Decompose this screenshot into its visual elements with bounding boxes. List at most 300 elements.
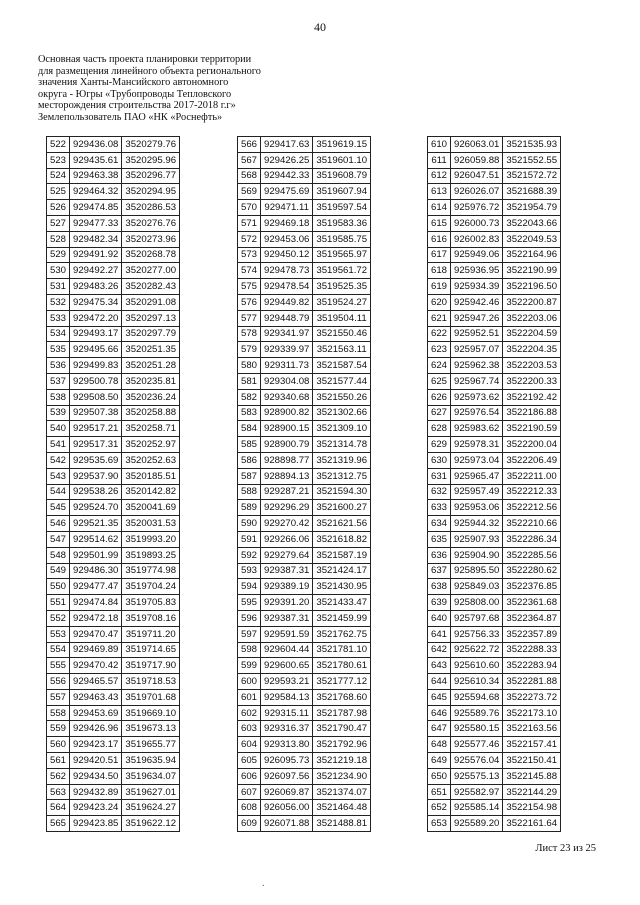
y-coordinate-cell: 3522203.53 <box>503 358 561 374</box>
table-row <box>47 468 180 484</box>
point-number-cell: 574 <box>238 263 261 279</box>
table-row <box>47 405 180 421</box>
y-coordinate-cell: 3519705.83 <box>122 595 180 611</box>
x-coordinate-cell: 928894.13 <box>261 468 313 484</box>
point-number-cell: 611 <box>428 152 451 168</box>
table-row <box>238 358 371 374</box>
y-coordinate-cell: 3521563.11 <box>313 342 371 358</box>
point-number-cell: 552 <box>47 610 70 626</box>
point-number-cell: 560 <box>47 737 70 753</box>
point-number-cell: 605 <box>238 753 261 769</box>
table-row <box>47 563 180 579</box>
x-coordinate-cell: 925934.39 <box>451 279 503 295</box>
point-number-cell: 591 <box>238 531 261 547</box>
point-number-cell: 603 <box>238 721 261 737</box>
table-row <box>47 247 180 263</box>
table-row <box>238 279 371 295</box>
y-coordinate-cell: 3522196.50 <box>503 279 561 295</box>
table-row <box>238 294 371 310</box>
table-row <box>238 674 371 690</box>
y-coordinate-cell: 3520268.78 <box>122 247 180 263</box>
table-row <box>47 674 180 690</box>
x-coordinate-cell: 929436.08 <box>70 137 122 153</box>
x-coordinate-cell: 929279.64 <box>261 547 313 563</box>
y-coordinate-cell: 3522186.88 <box>503 405 561 421</box>
x-coordinate-cell: 929471.11 <box>261 200 313 216</box>
point-number-cell: 619 <box>428 279 451 295</box>
point-number-cell: 554 <box>47 642 70 658</box>
y-coordinate-cell: 3521550.26 <box>313 389 371 405</box>
y-coordinate-cell: 3519717.90 <box>122 658 180 674</box>
point-number-cell: 587 <box>238 468 261 484</box>
point-number-cell: 608 <box>238 800 261 816</box>
point-number-cell: 542 <box>47 452 70 468</box>
point-number-cell: 553 <box>47 626 70 642</box>
point-number-cell: 609 <box>238 816 261 832</box>
y-coordinate-cell: 3520142.82 <box>122 484 180 500</box>
table-row <box>428 405 561 421</box>
y-coordinate-cell: 3522273.72 <box>503 689 561 705</box>
x-coordinate-cell: 929477.33 <box>70 215 122 231</box>
point-number-cell: 629 <box>428 437 451 453</box>
table-row <box>238 563 371 579</box>
y-coordinate-cell: 3520251.28 <box>122 358 180 374</box>
x-coordinate-cell: 925957.07 <box>451 342 503 358</box>
table-row <box>238 184 371 200</box>
x-coordinate-cell: 929417.63 <box>261 137 313 153</box>
table-row <box>47 500 180 516</box>
x-coordinate-cell: 925978.31 <box>451 437 503 453</box>
y-coordinate-cell: 3521488.81 <box>313 816 371 832</box>
x-coordinate-cell: 929463.38 <box>70 168 122 184</box>
x-coordinate-cell: 925967.74 <box>451 373 503 389</box>
point-number-cell: 534 <box>47 326 70 342</box>
point-number-cell: 612 <box>428 168 451 184</box>
x-coordinate-cell: 925952.51 <box>451 326 503 342</box>
y-coordinate-cell: 3522204.35 <box>503 342 561 358</box>
y-coordinate-cell: 3519504.11 <box>313 310 371 326</box>
point-number-cell: 643 <box>428 658 451 674</box>
x-coordinate-cell: 929464.32 <box>70 184 122 200</box>
y-coordinate-cell: 3519624.27 <box>122 800 180 816</box>
y-coordinate-cell: 3520273.96 <box>122 231 180 247</box>
point-number-cell: 625 <box>428 373 451 389</box>
y-coordinate-cell: 3519669.10 <box>122 705 180 721</box>
y-coordinate-cell: 3522357.89 <box>503 626 561 642</box>
point-number-cell: 538 <box>47 389 70 405</box>
point-number-cell: 544 <box>47 484 70 500</box>
table-row <box>238 595 371 611</box>
x-coordinate-cell: 929266.06 <box>261 531 313 547</box>
x-coordinate-cell: 929478.73 <box>261 263 313 279</box>
y-coordinate-cell: 3522210.66 <box>503 516 561 532</box>
header-line: для размещения линейного объекта регионального <box>38 65 261 77</box>
x-coordinate-cell: 925965.47 <box>451 468 503 484</box>
point-number-cell: 596 <box>238 610 261 626</box>
point-number-cell: 604 <box>238 737 261 753</box>
table-row <box>238 484 371 500</box>
y-coordinate-cell: 3522283.94 <box>503 658 561 674</box>
y-coordinate-cell: 3522206.49 <box>503 452 561 468</box>
table-row <box>238 816 371 832</box>
x-coordinate-cell: 929442.33 <box>261 168 313 184</box>
x-coordinate-cell: 929521.35 <box>70 516 122 532</box>
point-number-cell: 593 <box>238 563 261 579</box>
point-number-cell: 575 <box>238 279 261 295</box>
x-coordinate-cell: 929508.50 <box>70 389 122 405</box>
table-row <box>238 579 371 595</box>
table-row <box>428 642 561 658</box>
x-coordinate-cell: 925962.38 <box>451 358 503 374</box>
y-coordinate-cell: 3522376.85 <box>503 579 561 595</box>
point-number-cell: 526 <box>47 200 70 216</box>
y-coordinate-cell: 3521780.61 <box>313 658 371 674</box>
point-number-cell: 563 <box>47 784 70 800</box>
point-number-cell: 626 <box>428 389 451 405</box>
point-number-cell: 644 <box>428 674 451 690</box>
point-number-cell: 568 <box>238 168 261 184</box>
table-row <box>47 310 180 326</box>
table-row <box>428 247 561 263</box>
point-number-cell: 567 <box>238 152 261 168</box>
x-coordinate-cell: 929450.12 <box>261 247 313 263</box>
y-coordinate-cell: 3521762.75 <box>313 626 371 642</box>
point-number-cell: 623 <box>428 342 451 358</box>
y-coordinate-cell: 3522212.33 <box>503 484 561 500</box>
point-number-cell: 584 <box>238 421 261 437</box>
table-row <box>428 373 561 389</box>
x-coordinate-cell: 929448.79 <box>261 310 313 326</box>
point-number-cell: 549 <box>47 563 70 579</box>
y-coordinate-cell: 3521688.39 <box>503 184 561 200</box>
y-coordinate-cell: 3520031.53 <box>122 516 180 532</box>
y-coordinate-cell: 3521464.48 <box>313 800 371 816</box>
y-coordinate-cell: 3522145.88 <box>503 768 561 784</box>
x-coordinate-cell: 929453.69 <box>70 705 122 721</box>
x-coordinate-cell: 925849.03 <box>451 579 503 595</box>
x-coordinate-cell: 925936.95 <box>451 263 503 279</box>
point-number-cell: 559 <box>47 721 70 737</box>
table-row <box>238 152 371 168</box>
x-coordinate-cell: 928900.82 <box>261 405 313 421</box>
table-row <box>428 184 561 200</box>
x-coordinate-cell: 925942.46 <box>451 294 503 310</box>
y-coordinate-cell: 3522204.59 <box>503 326 561 342</box>
table-row <box>47 721 180 737</box>
table-row <box>47 531 180 547</box>
y-coordinate-cell: 3521309.10 <box>313 421 371 437</box>
table-row <box>47 689 180 705</box>
x-coordinate-cell: 929453.06 <box>261 231 313 247</box>
table-row <box>428 263 561 279</box>
y-coordinate-cell: 3521768.60 <box>313 689 371 705</box>
table-row <box>428 753 561 769</box>
table-row <box>47 516 180 532</box>
x-coordinate-cell: 929426.96 <box>70 721 122 737</box>
point-number-cell: 576 <box>238 294 261 310</box>
x-coordinate-cell: 925949.06 <box>451 247 503 263</box>
y-coordinate-cell: 3519565.97 <box>313 247 371 263</box>
y-coordinate-cell: 3522200.33 <box>503 373 561 389</box>
table-row <box>238 721 371 737</box>
x-coordinate-cell: 929341.97 <box>261 326 313 342</box>
table-row <box>47 737 180 753</box>
table-row <box>428 152 561 168</box>
point-number-cell: 641 <box>428 626 451 642</box>
table-row <box>238 310 371 326</box>
y-coordinate-cell: 3522049.53 <box>503 231 561 247</box>
x-coordinate-cell: 925957.49 <box>451 484 503 500</box>
table-row <box>47 215 180 231</box>
header-line: значения Ханты-Мансийского автономного <box>38 77 229 89</box>
y-coordinate-cell: 3520295.96 <box>122 152 180 168</box>
point-number-cell: 543 <box>47 468 70 484</box>
point-number-cell: 624 <box>428 358 451 374</box>
x-coordinate-cell: 925973.62 <box>451 389 503 405</box>
x-coordinate-cell: 925589.76 <box>451 705 503 721</box>
x-coordinate-cell: 925947.26 <box>451 310 503 326</box>
x-coordinate-cell: 929486.30 <box>70 563 122 579</box>
table-row <box>238 263 371 279</box>
point-number-cell: 528 <box>47 231 70 247</box>
point-number-cell: 586 <box>238 452 261 468</box>
y-coordinate-cell: 3521577.44 <box>313 373 371 389</box>
x-coordinate-cell: 926097.56 <box>261 768 313 784</box>
table-row <box>238 705 371 721</box>
point-number-cell: 537 <box>47 373 70 389</box>
x-coordinate-cell: 929472.18 <box>70 610 122 626</box>
y-coordinate-cell: 3519525.35 <box>313 279 371 295</box>
table-row <box>428 800 561 816</box>
x-coordinate-cell: 929593.21 <box>261 674 313 690</box>
header-line: Землепользователь ПАО «НК «Роснефть» <box>38 111 223 123</box>
point-number-cell: 571 <box>238 215 261 231</box>
y-coordinate-cell: 3519708.16 <box>122 610 180 626</box>
y-coordinate-cell: 3519711.20 <box>122 626 180 642</box>
point-number-cell: 615 <box>428 215 451 231</box>
point-number-cell: 628 <box>428 421 451 437</box>
y-coordinate-cell: 3521587.54 <box>313 358 371 374</box>
x-coordinate-cell: 929391.20 <box>261 595 313 611</box>
table-row <box>238 468 371 484</box>
table-row <box>238 421 371 437</box>
point-number-cell: 589 <box>238 500 261 516</box>
x-coordinate-cell: 925594.68 <box>451 689 503 705</box>
table-row <box>428 784 561 800</box>
point-number-cell: 607 <box>238 784 261 800</box>
x-coordinate-cell: 929426.25 <box>261 152 313 168</box>
y-coordinate-cell: 3521430.95 <box>313 579 371 595</box>
table-row <box>47 658 180 674</box>
point-number-cell: 531 <box>47 279 70 295</box>
y-coordinate-cell: 3519673.13 <box>122 721 180 737</box>
table-row <box>428 689 561 705</box>
x-coordinate-cell: 929423.17 <box>70 737 122 753</box>
y-coordinate-cell: 3521594.30 <box>313 484 371 500</box>
y-coordinate-cell: 3521459.99 <box>313 610 371 626</box>
x-coordinate-cell: 929423.85 <box>70 816 122 832</box>
x-coordinate-cell: 925976.54 <box>451 405 503 421</box>
table-row <box>238 247 371 263</box>
x-coordinate-cell: 929423.24 <box>70 800 122 816</box>
x-coordinate-cell: 925576.04 <box>451 753 503 769</box>
table-row <box>47 705 180 721</box>
point-number-cell: 550 <box>47 579 70 595</box>
y-coordinate-cell: 3519655.77 <box>122 737 180 753</box>
y-coordinate-cell: 3522192.42 <box>503 389 561 405</box>
table-row <box>428 168 561 184</box>
point-number-cell: 527 <box>47 215 70 231</box>
table-row <box>428 626 561 642</box>
y-coordinate-cell: 3520294.95 <box>122 184 180 200</box>
point-number-cell: 561 <box>47 753 70 769</box>
table-row <box>238 800 371 816</box>
point-number-cell: 558 <box>47 705 70 721</box>
table-row <box>428 326 561 342</box>
x-coordinate-cell: 929475.69 <box>261 184 313 200</box>
x-coordinate-cell: 929470.42 <box>70 658 122 674</box>
x-coordinate-cell: 929604.44 <box>261 642 313 658</box>
x-coordinate-cell: 925610.60 <box>451 658 503 674</box>
x-coordinate-cell: 926059.88 <box>451 152 503 168</box>
y-coordinate-cell: 3521781.10 <box>313 642 371 658</box>
x-coordinate-cell: 928900.15 <box>261 421 313 437</box>
y-coordinate-cell: 3520282.43 <box>122 279 180 295</box>
header-line: месторождения строительства 2017-2018 г.г» <box>38 100 236 112</box>
table-row <box>47 595 180 611</box>
point-number-cell: 627 <box>428 405 451 421</box>
point-number-cell: 577 <box>238 310 261 326</box>
point-number-cell: 532 <box>47 294 70 310</box>
x-coordinate-cell: 929517.21 <box>70 421 122 437</box>
y-coordinate-cell: 3519619.15 <box>313 137 371 153</box>
x-coordinate-cell: 929495.66 <box>70 342 122 358</box>
y-coordinate-cell: 3520296.77 <box>122 168 180 184</box>
point-number-cell: 522 <box>47 137 70 153</box>
point-number-cell: 541 <box>47 437 70 453</box>
x-coordinate-cell: 928900.79 <box>261 437 313 453</box>
x-coordinate-cell: 929387.31 <box>261 610 313 626</box>
x-coordinate-cell: 925575.13 <box>451 768 503 784</box>
y-coordinate-cell: 3520258.71 <box>122 421 180 437</box>
y-coordinate-cell: 3521790.47 <box>313 721 371 737</box>
y-coordinate-cell: 3522212.56 <box>503 500 561 516</box>
point-number-cell: 648 <box>428 737 451 753</box>
x-coordinate-cell: 925610.34 <box>451 674 503 690</box>
point-number-cell: 570 <box>238 200 261 216</box>
x-coordinate-cell: 929474.85 <box>70 200 122 216</box>
y-coordinate-cell: 3521234.90 <box>313 768 371 784</box>
point-number-cell: 529 <box>47 247 70 263</box>
x-coordinate-cell: 929435.61 <box>70 152 122 168</box>
point-number-cell: 525 <box>47 184 70 200</box>
point-number-cell: 545 <box>47 500 70 516</box>
table-row <box>428 674 561 690</box>
point-number-cell: 622 <box>428 326 451 342</box>
x-coordinate-cell: 929449.82 <box>261 294 313 310</box>
table-row <box>47 421 180 437</box>
point-number-cell: 585 <box>238 437 261 453</box>
y-coordinate-cell: 3519583.36 <box>313 215 371 231</box>
table-row <box>47 437 180 453</box>
header-line: округа - Югры «Трубопроводы Тепловского <box>38 88 232 100</box>
y-coordinate-cell: 3519993.20 <box>122 531 180 547</box>
table-row <box>47 342 180 358</box>
y-coordinate-cell: 3521374.07 <box>313 784 371 800</box>
x-coordinate-cell: 929474.84 <box>70 595 122 611</box>
x-coordinate-cell: 925895.50 <box>451 563 503 579</box>
x-coordinate-cell: 929492.27 <box>70 263 122 279</box>
y-coordinate-cell: 3520276.76 <box>122 215 180 231</box>
point-number-cell: 583 <box>238 405 261 421</box>
y-coordinate-cell: 3522043.66 <box>503 215 561 231</box>
table-row <box>428 468 561 484</box>
point-number-cell: 606 <box>238 768 261 784</box>
y-coordinate-cell: 3522211.00 <box>503 468 561 484</box>
y-coordinate-cell: 3520252.97 <box>122 437 180 453</box>
point-number-cell: 630 <box>428 452 451 468</box>
x-coordinate-cell: 929434.50 <box>70 768 122 784</box>
point-number-cell: 599 <box>238 658 261 674</box>
point-number-cell: 535 <box>47 342 70 358</box>
x-coordinate-cell: 926000.73 <box>451 215 503 231</box>
x-coordinate-cell: 929469.18 <box>261 215 313 231</box>
x-coordinate-cell: 925904.90 <box>451 547 503 563</box>
y-coordinate-cell: 3522281.88 <box>503 674 561 690</box>
y-coordinate-cell: 3519597.54 <box>313 200 371 216</box>
point-number-cell: 551 <box>47 595 70 611</box>
table-row <box>47 326 180 342</box>
y-coordinate-cell: 3522161.64 <box>503 816 561 832</box>
x-coordinate-cell: 926026.07 <box>451 184 503 200</box>
point-number-cell: 556 <box>47 674 70 690</box>
x-coordinate-cell: 929538.26 <box>70 484 122 500</box>
point-number-cell: 565 <box>47 816 70 832</box>
point-number-cell: 523 <box>47 152 70 168</box>
point-number-cell: 651 <box>428 784 451 800</box>
table-row <box>428 342 561 358</box>
x-coordinate-cell: 929591.59 <box>261 626 313 642</box>
point-number-cell: 639 <box>428 595 451 611</box>
table-row <box>428 389 561 405</box>
coordinate-table-2 <box>237 136 371 832</box>
table-row <box>238 610 371 626</box>
x-coordinate-cell: 929296.29 <box>261 500 313 516</box>
x-coordinate-cell: 929304.08 <box>261 373 313 389</box>
table-row <box>238 437 371 453</box>
y-coordinate-cell: 3521312.75 <box>313 468 371 484</box>
point-number-cell: 533 <box>47 310 70 326</box>
y-coordinate-cell: 3522200.04 <box>503 437 561 453</box>
point-number-cell: 613 <box>428 184 451 200</box>
y-coordinate-cell: 3522163.56 <box>503 721 561 737</box>
point-number-cell: 616 <box>428 231 451 247</box>
y-coordinate-cell: 3521587.19 <box>313 547 371 563</box>
table-row <box>238 200 371 216</box>
y-coordinate-cell: 3521618.82 <box>313 531 371 547</box>
point-number-cell: 633 <box>428 500 451 516</box>
header-line: Основная часть проекта планировки территории <box>38 54 252 65</box>
y-coordinate-cell: 3520185.51 <box>122 468 180 484</box>
point-number-cell: 634 <box>428 516 451 532</box>
y-coordinate-cell: 3520236.24 <box>122 389 180 405</box>
point-number-cell: 573 <box>238 247 261 263</box>
x-coordinate-cell: 929493.17 <box>70 326 122 342</box>
table-row <box>428 579 561 595</box>
y-coordinate-cell: 3521777.12 <box>313 674 371 690</box>
x-coordinate-cell: 929472.20 <box>70 310 122 326</box>
y-coordinate-cell: 3521314.78 <box>313 437 371 453</box>
